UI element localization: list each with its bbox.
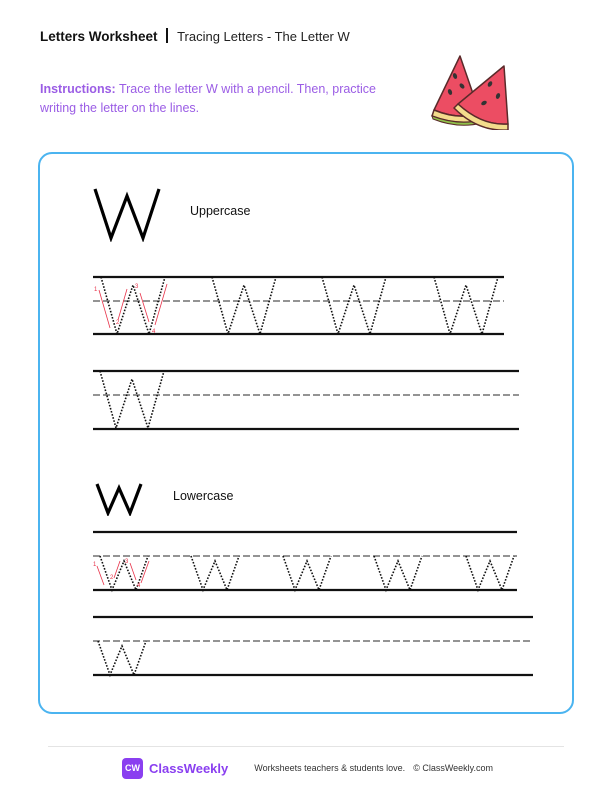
dotted-lowercase-w bbox=[466, 556, 514, 590]
worksheet-subtitle: Tracing Letters - The Letter W bbox=[177, 29, 350, 44]
footer-divider bbox=[48, 746, 564, 747]
dotted-lowercase-w bbox=[374, 556, 422, 590]
stroke-order-guides bbox=[93, 559, 149, 589]
uppercase-trace-row[interactable] bbox=[93, 277, 504, 335]
worksheet-title: Letters Worksheet bbox=[40, 29, 158, 44]
dotted-uppercase-w bbox=[322, 277, 386, 334]
dotted-lowercase-w bbox=[191, 556, 239, 590]
svg-text:1: 1 bbox=[94, 287, 98, 293]
footer-tagline: Worksheets teachers & students love. bbox=[254, 763, 406, 773]
svg-text:4: 4 bbox=[137, 583, 141, 589]
uppercase-label: Uppercase bbox=[190, 204, 251, 218]
classweekly-logo-icon: CW bbox=[122, 758, 143, 779]
lowercase-practice-row[interactable] bbox=[93, 617, 533, 675]
dotted-uppercase-w bbox=[100, 371, 164, 428]
instructions-label: Instructions: bbox=[40, 82, 116, 96]
footer bbox=[122, 757, 493, 779]
svg-text:3: 3 bbox=[125, 559, 129, 565]
instructions-text: Trace the letter W with a pencil. Then, practice writing the letter on the lines. bbox=[40, 82, 377, 115]
svg-text:4: 4 bbox=[152, 329, 156, 335]
lowercase-trace-row[interactable] bbox=[93, 532, 517, 590]
svg-text:3: 3 bbox=[135, 284, 139, 290]
dotted-uppercase-w bbox=[434, 277, 498, 334]
dotted-lowercase-w bbox=[98, 641, 146, 675]
brand-name: ClassWeekly bbox=[149, 760, 229, 776]
svg-text:2: 2 bbox=[110, 575, 114, 581]
dotted-uppercase-w bbox=[101, 277, 165, 334]
dotted-lowercase-w bbox=[100, 556, 148, 590]
svg-text:2: 2 bbox=[116, 320, 120, 326]
uppercase-practice-row[interactable] bbox=[93, 371, 519, 429]
dotted-uppercase-w bbox=[212, 277, 276, 334]
dotted-lowercase-w bbox=[283, 556, 331, 590]
svg-text:1: 1 bbox=[93, 562, 97, 568]
lowercase-label: Lowercase bbox=[173, 489, 234, 503]
footer-copyright: © ClassWeekly.com bbox=[413, 763, 494, 773]
